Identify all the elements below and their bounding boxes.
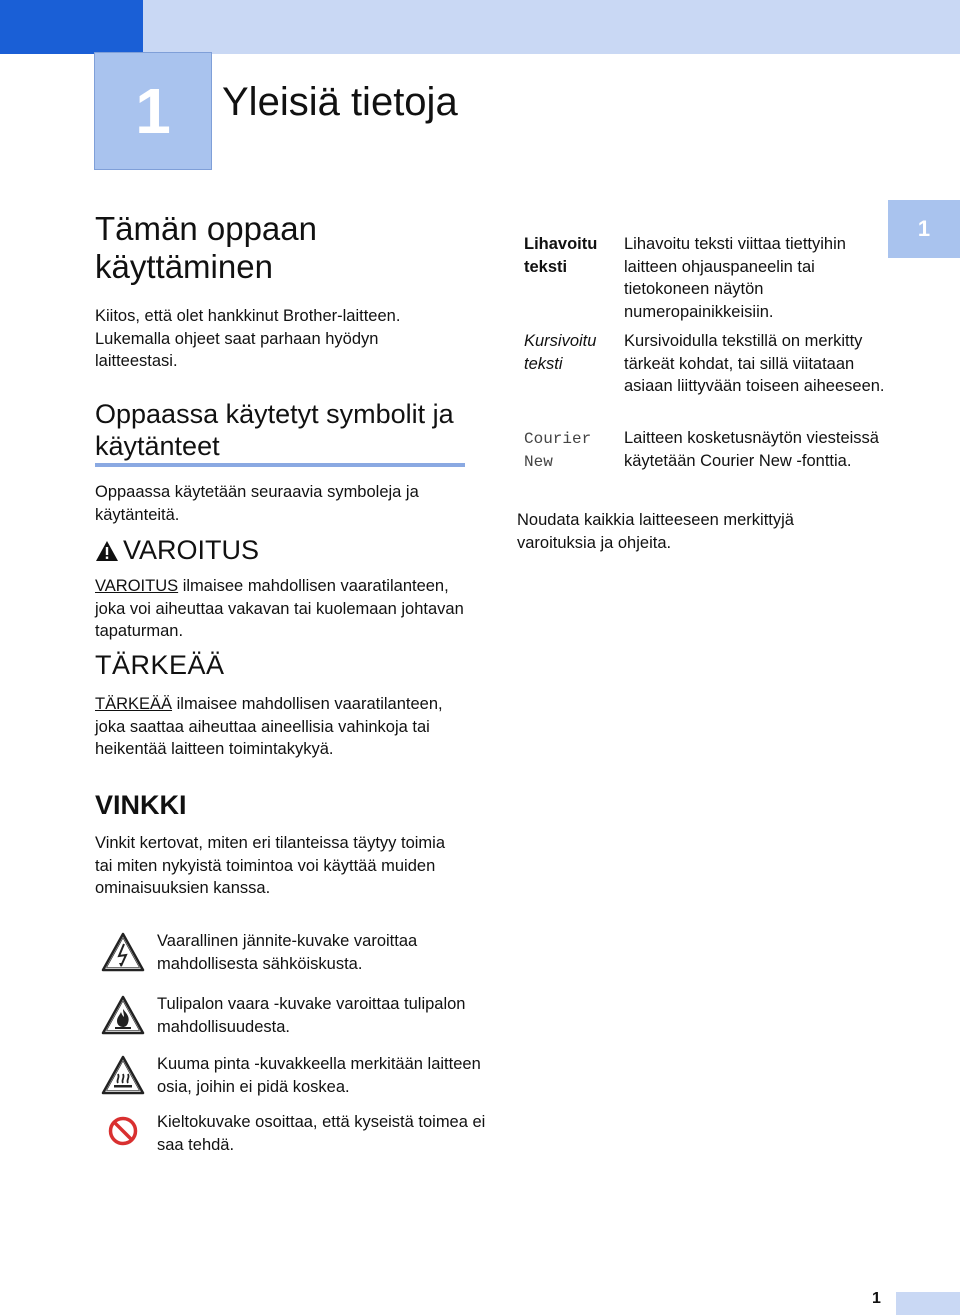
note-paragraph: Vinkit kertovat, miten eri tilanteissa täytyy toimia tai miten nykyistä toimintoa voi käyttää muiden ominaisuuksien kanssa. (95, 834, 445, 897)
icon-legend-row (100, 1111, 500, 1157)
header-bar-light (143, 0, 960, 54)
icon-legend-text: Tulipalon vaara -kuvake varoittaa tulipalon mahdollisuudesta. (157, 995, 466, 1036)
convention-desc-bold: Lihavoitu teksti viittaa tiettyihin laitteen ohjauspaneelin tai tietokoneen näytön numeropainikkeisiin. (624, 235, 846, 321)
hot-surface-icon (100, 1053, 146, 1099)
warning-heading-row (95, 535, 259, 566)
convention-term-mono: Courier New (524, 430, 592, 471)
icon-legend-text: Kieltokuvake osoittaa, että kyseistä toimea ei saa tehdä. (157, 1113, 486, 1154)
electrical-hazard-icon (100, 930, 146, 976)
page-number: 1 (872, 1290, 881, 1307)
warning-paragraph (95, 575, 465, 643)
warning-heading: VAROITUS (123, 535, 260, 565)
intro-paragraph: Kiitos, että olet hankkinut Brother-laitteen. Lukemalla ohjeet saat parhaan hyödyn laitteestasi. (95, 307, 401, 370)
footer-bar (896, 1292, 960, 1315)
convention-desc-italic: Kursivoidulla tekstillä on merkitty tärkeät kohdat, tai sillä viitataan asiaan liittyvään toiseen aiheeseen. (624, 332, 885, 395)
icon-legend-row (100, 930, 500, 976)
follow-instructions-paragraph: Noudata kaikkia laitteeseen merkittyjä varoituksia ja ohjeita. (517, 511, 794, 552)
fire-hazard-icon (100, 993, 146, 1039)
section-heading-symbols: Oppaassa käytetyt symbolit ja käytänteet (95, 399, 454, 461)
convention-desc-mono: Laitteen kosketusnäytön viesteissä käytetään Courier New -fonttia. (624, 429, 879, 470)
section-heading-using-guide: Tämän oppaan käyttäminen (95, 210, 317, 285)
chapter-title: Yleisiä tietoja (222, 80, 458, 124)
header-bar-dark (0, 0, 143, 54)
symbols-intro-paragraph: Oppaassa käytetään seuraavia symboleja ja käytänteitä. (95, 483, 419, 524)
convention-term-bold: Lihavoitu teksti (524, 235, 598, 276)
important-lead: TÄRKEÄÄ (95, 695, 173, 713)
important-text: ilmaisee mahdollisen vaaratilanteen, joka saattaa aiheuttaa aineellisia vahinkoja tai heikentää laitteen toimintakykyä. (95, 695, 443, 758)
prohibition-icon (100, 1111, 146, 1157)
warning-text: ilmaisee mahdollisen vaaratilanteen, joka voi aiheuttaa vakavan tai kuolemaan johtavan tapaturman. (95, 577, 464, 640)
warning-lead: VAROITUS (95, 577, 179, 595)
icon-legend-text: Vaarallinen jännite-kuvake varoittaa mahdollisesta sähköiskusta. (157, 932, 418, 973)
important-paragraph (95, 693, 465, 761)
important-heading: TÄRKEÄÄ (95, 650, 225, 680)
note-heading: VINKKI (95, 790, 187, 820)
heading-rule (95, 463, 465, 467)
warning-triangle-icon (95, 540, 119, 562)
icon-legend-row (100, 1053, 500, 1099)
icon-legend-text: Kuuma pinta -kuvakkeella merkitään laitteen osia, joihin ei pidä koskea. (157, 1055, 481, 1096)
convention-term-italic: Kursivoitu teksti (524, 332, 597, 373)
chapter-number: 1 (94, 52, 212, 170)
icon-legend-row (100, 993, 500, 1039)
chapter-side-tab: 1 (888, 200, 960, 258)
